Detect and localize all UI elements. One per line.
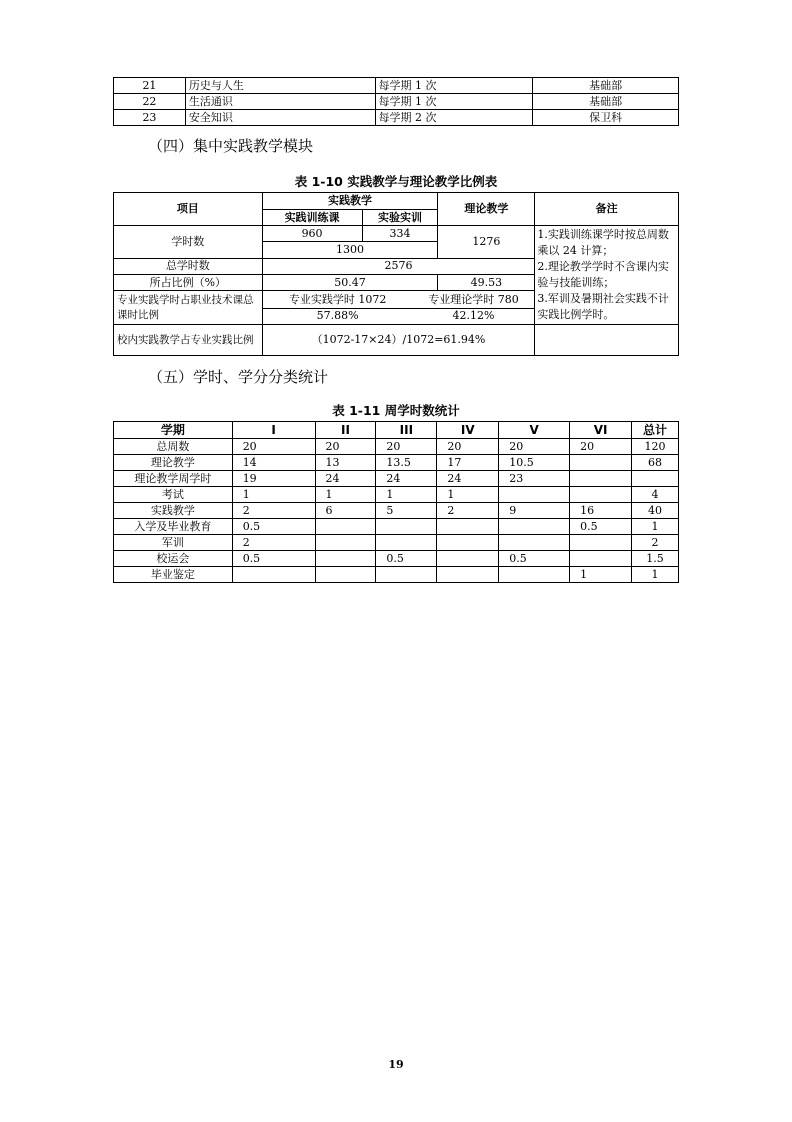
weekly-hours-cell: 13.5 [376, 455, 437, 471]
activity-number: 22 [114, 94, 186, 110]
weekly-hours-cell: 14 [232, 455, 315, 471]
weekly-hours-cell [499, 519, 570, 535]
weekly-hours-cell [437, 519, 499, 535]
activity-frequency: 每学期 2 次 [375, 110, 533, 126]
weekly-hours-row [114, 551, 679, 567]
remark-note-1: 1.实践训练课学时按总周数乘以 24 计算； [537, 228, 669, 257]
weekly-hours-header-cell: IV [437, 422, 499, 439]
total-hours-value: 2576 [262, 258, 535, 274]
weekly-hours-cell [376, 535, 437, 551]
section-heading-4: （四）集中实践教学模块 [148, 137, 314, 155]
weekly-hours-cell: 0.5 [232, 519, 315, 535]
professional-practice-hours: 专业实践学时 1072 [288, 292, 387, 306]
remark-note-2: 2.理论教学学时不含课内实验与技能训练； [537, 260, 669, 289]
weekly-hours-cell [315, 567, 376, 583]
weekly-hours-cell: 1 [376, 487, 437, 503]
weekly-hours-cell: 10.5 [499, 455, 570, 471]
theory-ratio: 49.53 [438, 274, 535, 290]
activity-row [114, 78, 679, 94]
professional-theory-pct: 42.12% [452, 308, 495, 322]
weekly-hours-cell: 5 [376, 503, 437, 519]
header-experiment: 实验实训 [362, 210, 438, 226]
weekly-hours-cell: 20 [437, 439, 499, 455]
table-1-10-caption: 表 1-10 实践教学与理论教学比例表 [294, 174, 498, 189]
header-remark: 备注 [535, 193, 679, 226]
weekly-hours-cell [315, 535, 376, 551]
weekly-hours-cell: 17 [437, 455, 499, 471]
weekly-hours-row-label: 军训 [114, 535, 233, 551]
weekly-hours-cell: 1 [632, 567, 679, 583]
weekly-hours-cell [232, 567, 315, 583]
weekly-hours-cell [376, 519, 437, 535]
row-campus-practice-label: 校内实践教学占专业实践比例 [114, 325, 263, 356]
activity-row [114, 94, 679, 110]
weekly-hours-row [114, 455, 679, 471]
weekly-hours-cell: 40 [632, 503, 679, 519]
weekly-hours-row-label: 实践教学 [114, 503, 233, 519]
weekly-hours-cell: 2 [632, 535, 679, 551]
weekly-hours-cell: 1 [632, 519, 679, 535]
row-total-hours-label: 总学时数 [114, 258, 263, 274]
weekly-hours-cell: 20 [315, 439, 376, 455]
professional-ratio-cell [262, 291, 535, 325]
weekly-hours-cell: 0.5 [232, 551, 315, 567]
weekly-hours-cell [376, 567, 437, 583]
activity-frequency: 每学期 1 次 [375, 78, 533, 94]
weekly-hours-cell: 0.5 [570, 519, 632, 535]
weekly-hours-cell [437, 567, 499, 583]
weekly-hours-cell [315, 551, 376, 567]
weekly-hours-cell: 4 [632, 487, 679, 503]
theory-hours: 1276 [438, 226, 535, 259]
weekly-hours-cell [570, 455, 632, 471]
weekly-hours-cell: 0.5 [376, 551, 437, 567]
header-project: 项目 [114, 193, 263, 226]
weekly-hours-cell [315, 519, 376, 535]
header-practice: 实践教学 [262, 193, 438, 210]
weekly-hours-row [114, 439, 679, 455]
weekly-hours-cell [632, 471, 679, 487]
activity-table-body [114, 78, 679, 126]
weekly-hours-row [114, 535, 679, 551]
practice-hours-sum: 1300 [262, 242, 438, 258]
weekly-hours-cell: 6 [315, 503, 376, 519]
activity-name: 历史与人生 [185, 78, 375, 94]
remark-note-3: 3.军训及暑期社会实践不计实践比例学时。 [537, 292, 669, 321]
weekly-hours-cell: 20 [570, 439, 632, 455]
table-1-11-caption: 表 1-11 周学时数统计 [332, 403, 460, 418]
weekly-hours-cell [437, 535, 499, 551]
row-professional-ratio-label: 专业实践学时占职业技术课总课时比例 [114, 291, 263, 325]
weekly-hours-cell: 0.5 [499, 551, 570, 567]
weekly-hours-row-label: 理论教学周学时 [114, 471, 233, 487]
weekly-hours-header-cell: III [376, 422, 437, 439]
empty-remark-cell [535, 325, 679, 356]
weekly-hours-row [114, 567, 679, 583]
weekly-hours-row-label: 总周数 [114, 439, 233, 455]
weekly-hours-header-cell: II [315, 422, 376, 439]
weekly-hours-cell: 19 [232, 471, 315, 487]
weekly-hours-table [113, 421, 679, 583]
weekly-hours-cell: 120 [632, 439, 679, 455]
weekly-hours-cell: 24 [315, 471, 376, 487]
activity-number: 21 [114, 78, 186, 94]
weekly-hours-header-cell: 总计 [632, 422, 679, 439]
weekly-hours-cell: 2 [232, 535, 315, 551]
remark-notes [535, 226, 679, 325]
weekly-hours-cell [570, 471, 632, 487]
weekly-hours-row [114, 471, 679, 487]
activity-name: 安全知识 [185, 110, 375, 126]
weekly-hours-cell: 23 [499, 471, 570, 487]
weekly-hours-cell: 1 [315, 487, 376, 503]
weekly-hours-row [114, 487, 679, 503]
header-practice-training: 实践训练课 [262, 210, 362, 226]
weekly-hours-cell [570, 551, 632, 567]
weekly-hours-cell: 1 [570, 567, 632, 583]
activity-department: 基础部 [533, 94, 679, 110]
activity-name: 生活通识 [185, 94, 375, 110]
activity-department: 保卫科 [533, 110, 679, 126]
activity-table-continued [113, 77, 679, 126]
page-number: 19 [388, 1058, 404, 1071]
activity-department: 基础部 [533, 78, 679, 94]
section-heading-5: （五）学时、学分分类统计 [148, 368, 329, 386]
weekly-hours-header-cell: V [499, 422, 570, 439]
weekly-hours-body [114, 439, 679, 583]
weekly-hours-cell [437, 551, 499, 567]
practice-theory-ratio-table [113, 192, 679, 356]
weekly-hours-header-cell: I [232, 422, 315, 439]
weekly-hours-row [114, 519, 679, 535]
professional-theory-hours: 专业理论学时 780 [428, 292, 519, 306]
weekly-hours-cell: 1 [437, 487, 499, 503]
campus-practice-formula: （1072-17×24）/1072=61.94% [262, 325, 535, 356]
weekly-hours-cell: 2 [232, 503, 315, 519]
weekly-hours-cell: 2 [437, 503, 499, 519]
weekly-hours-header-row [114, 422, 679, 439]
weekly-hours-cell [499, 567, 570, 583]
weekly-hours-cell [570, 487, 632, 503]
weekly-hours-row-label: 入学及毕业教育 [114, 519, 233, 535]
header-theory: 理论教学 [438, 193, 535, 226]
weekly-hours-header-cell: 学期 [114, 422, 233, 439]
weekly-hours-cell: 1.5 [632, 551, 679, 567]
practice-training-hours: 960 [262, 226, 362, 242]
weekly-hours-cell: 1 [232, 487, 315, 503]
weekly-hours-row-label: 考试 [114, 487, 233, 503]
activity-row [114, 110, 679, 126]
practice-ratio: 50.47 [262, 274, 438, 290]
activity-frequency: 每学期 1 次 [375, 94, 533, 110]
weekly-hours-cell: 20 [232, 439, 315, 455]
weekly-hours-cell: 9 [499, 503, 570, 519]
weekly-hours-cell: 20 [376, 439, 437, 455]
weekly-hours-cell: 20 [499, 439, 570, 455]
weekly-hours-header-cell: VI [570, 422, 632, 439]
weekly-hours-row [114, 503, 679, 519]
weekly-hours-cell [570, 535, 632, 551]
weekly-hours-row-label: 理论教学 [114, 455, 233, 471]
weekly-hours-cell: 16 [570, 503, 632, 519]
weekly-hours-cell: 13 [315, 455, 376, 471]
weekly-hours-row-label: 毕业鉴定 [114, 567, 233, 583]
weekly-hours-row-label: 校运会 [114, 551, 233, 567]
weekly-hours-cell: 68 [632, 455, 679, 471]
row-ratio-label: 所占比例（%） [114, 274, 263, 290]
weekly-hours-cell: 24 [376, 471, 437, 487]
activity-number: 23 [114, 110, 186, 126]
weekly-hours-cell [499, 535, 570, 551]
row-hours-label: 学时数 [114, 226, 263, 259]
experiment-hours: 334 [362, 226, 438, 242]
weekly-hours-cell [499, 487, 570, 503]
weekly-hours-cell: 24 [437, 471, 499, 487]
professional-practice-pct: 57.88% [316, 308, 359, 322]
